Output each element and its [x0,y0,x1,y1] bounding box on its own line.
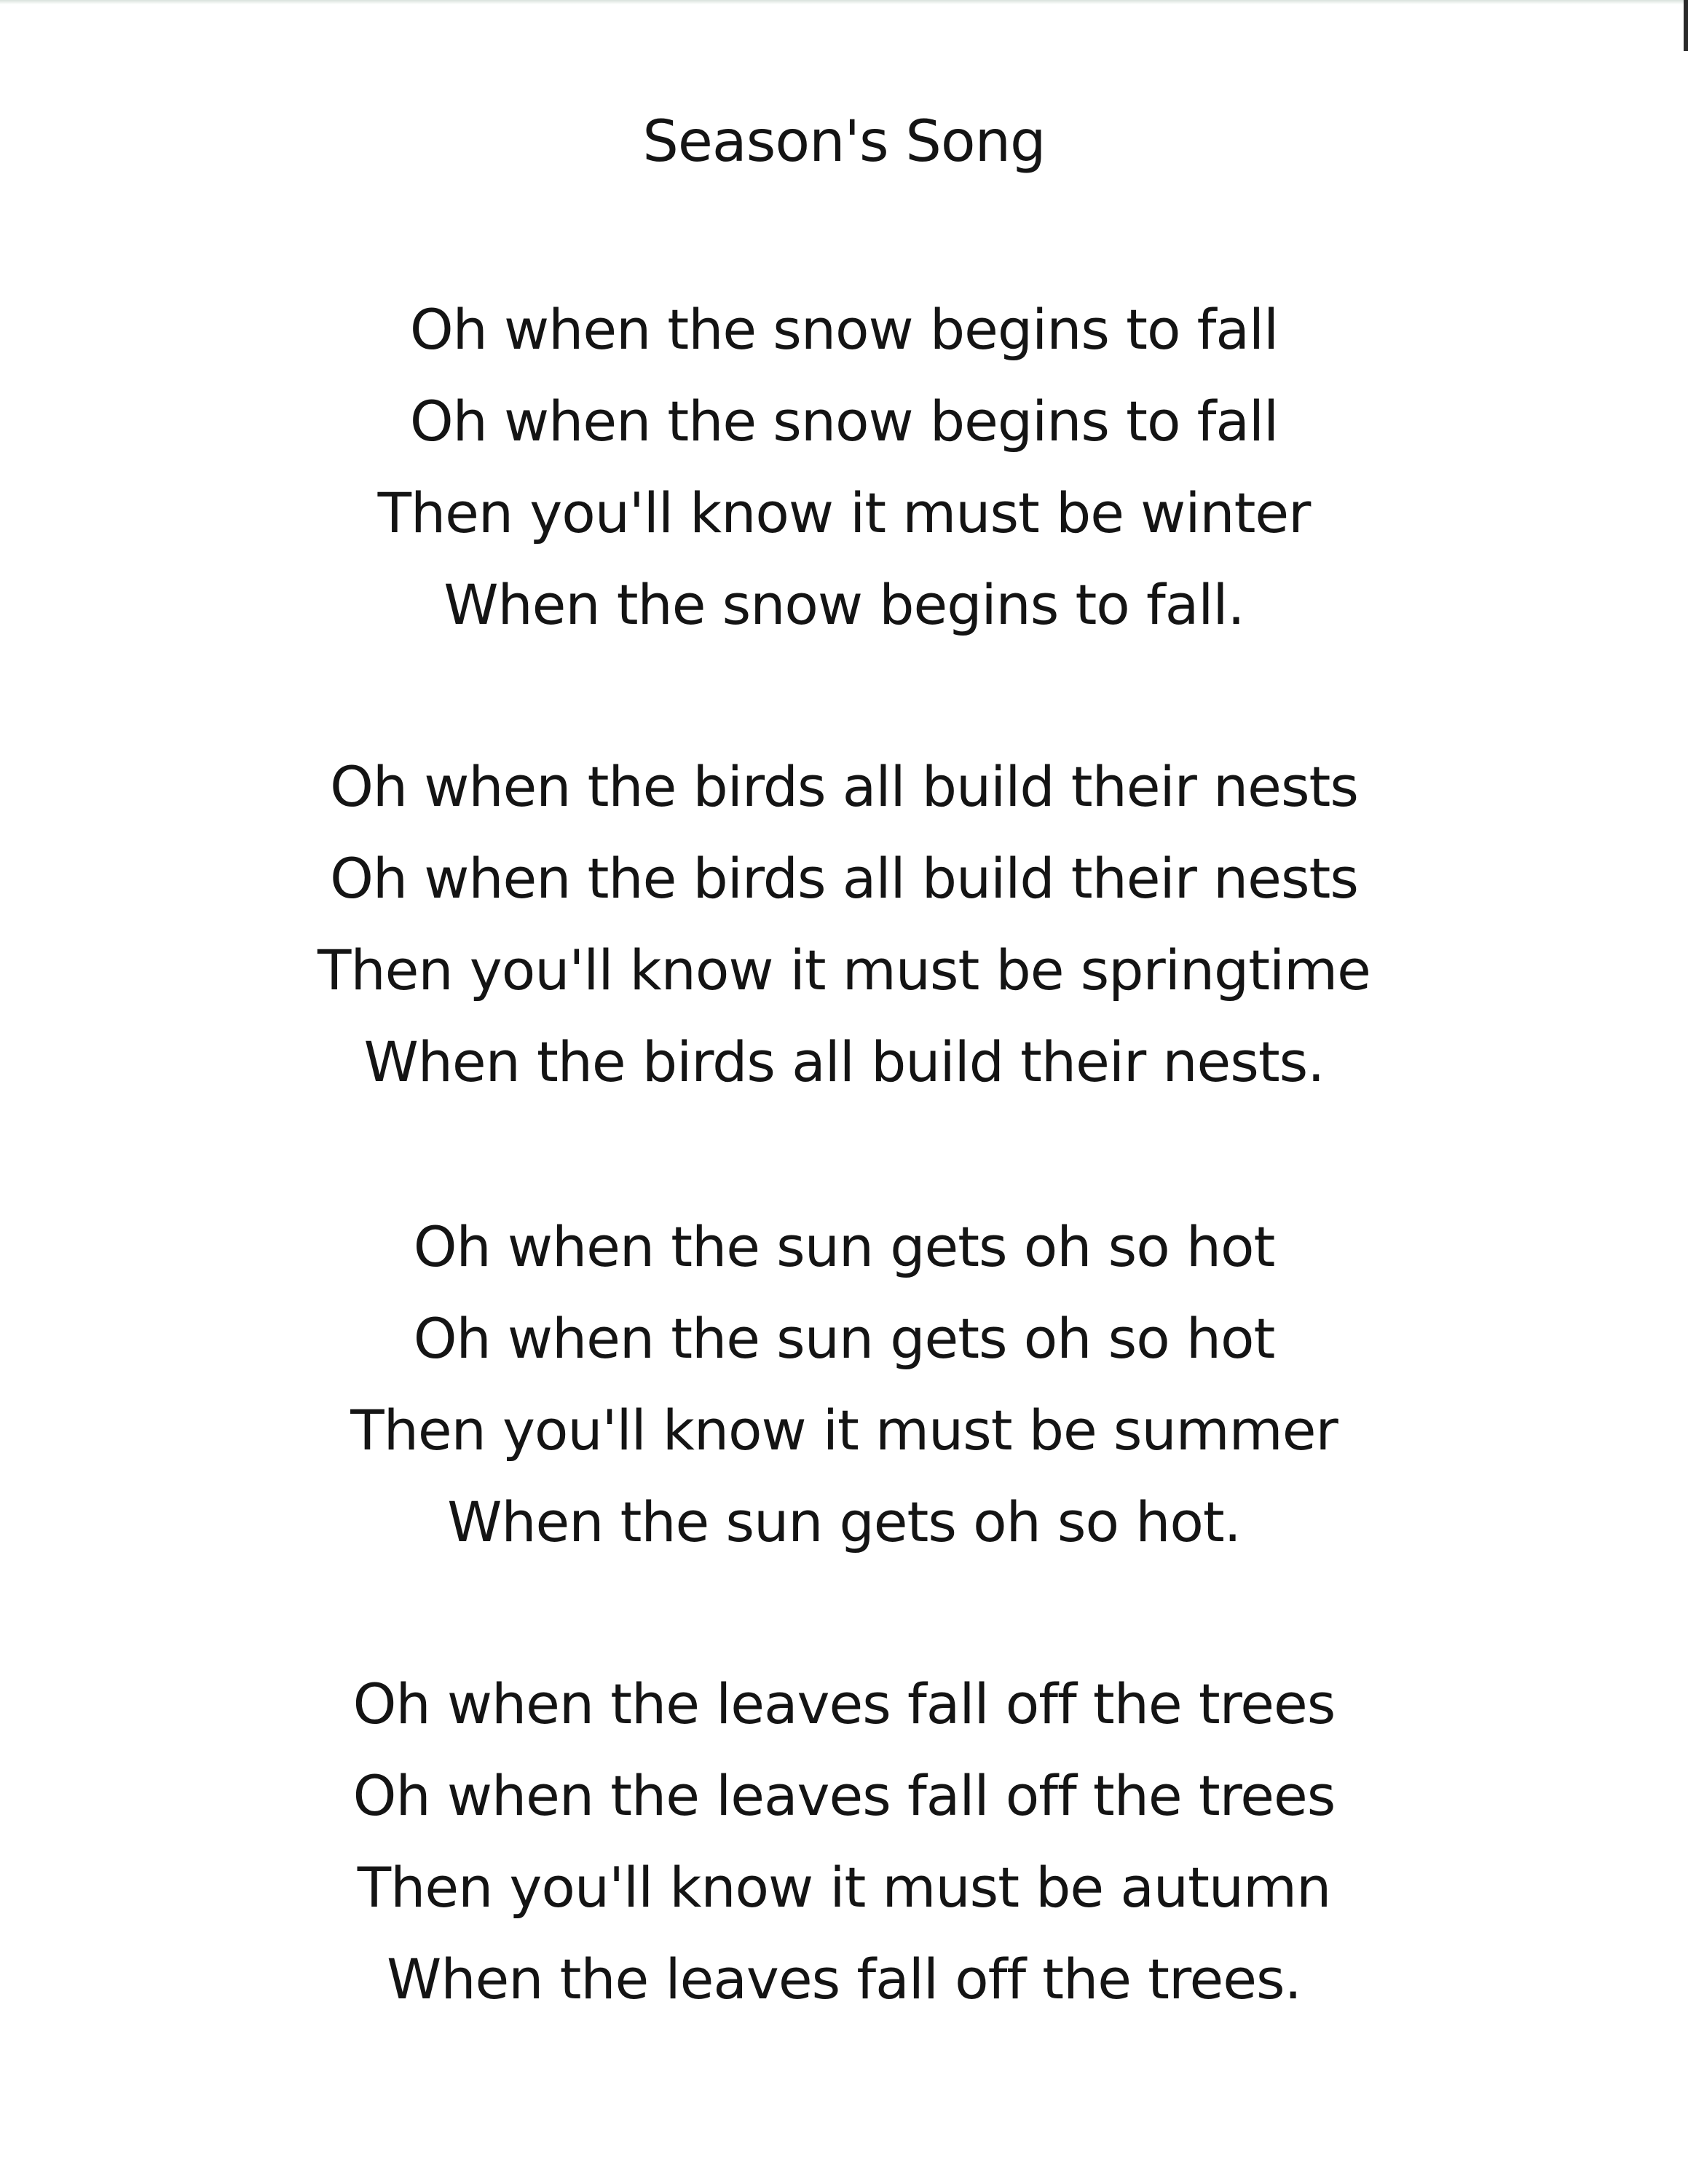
lyric-line: When the sun gets oh so hot. [447,1489,1241,1554]
lyric-line: Oh when the birds all build their nests [330,846,1358,911]
lyric-line: When the snow begins to fall. [443,572,1245,637]
stanza-spring [0,741,1688,1108]
stanza-winter [0,284,1688,651]
lyric-line: Then you'll know it must be springtime [318,938,1370,1002]
stanza-summer [0,1201,1688,1568]
lyric-line: When the leaves fall off the trees. [387,1947,1301,2011]
stanza-autumn [0,1658,1688,2025]
lyric-line: Then you'll know it must be summer [350,1398,1338,1463]
lyric-line: Then you'll know it must be autumn [357,1855,1331,1920]
lyric-line: Oh when the leaves fall off the trees [352,1671,1336,1736]
lyric-line: Oh when the sun gets oh so hot [413,1214,1275,1279]
lyric-line: Oh when the birds all build their nests [330,754,1358,819]
lyric-line: Oh when the snow begins to fall [409,389,1279,454]
lyric-line: Then you'll know it must be winter [377,480,1311,545]
lyric-line: When the birds all build their nests. [363,1029,1325,1094]
lyric-line: Oh when the snow begins to fall [409,297,1279,362]
lyric-line: Oh when the sun gets oh so hot [413,1306,1275,1371]
song-title: Season's Song [642,109,1046,175]
lyric-line: Oh when the leaves fall off the trees [352,1763,1336,1828]
